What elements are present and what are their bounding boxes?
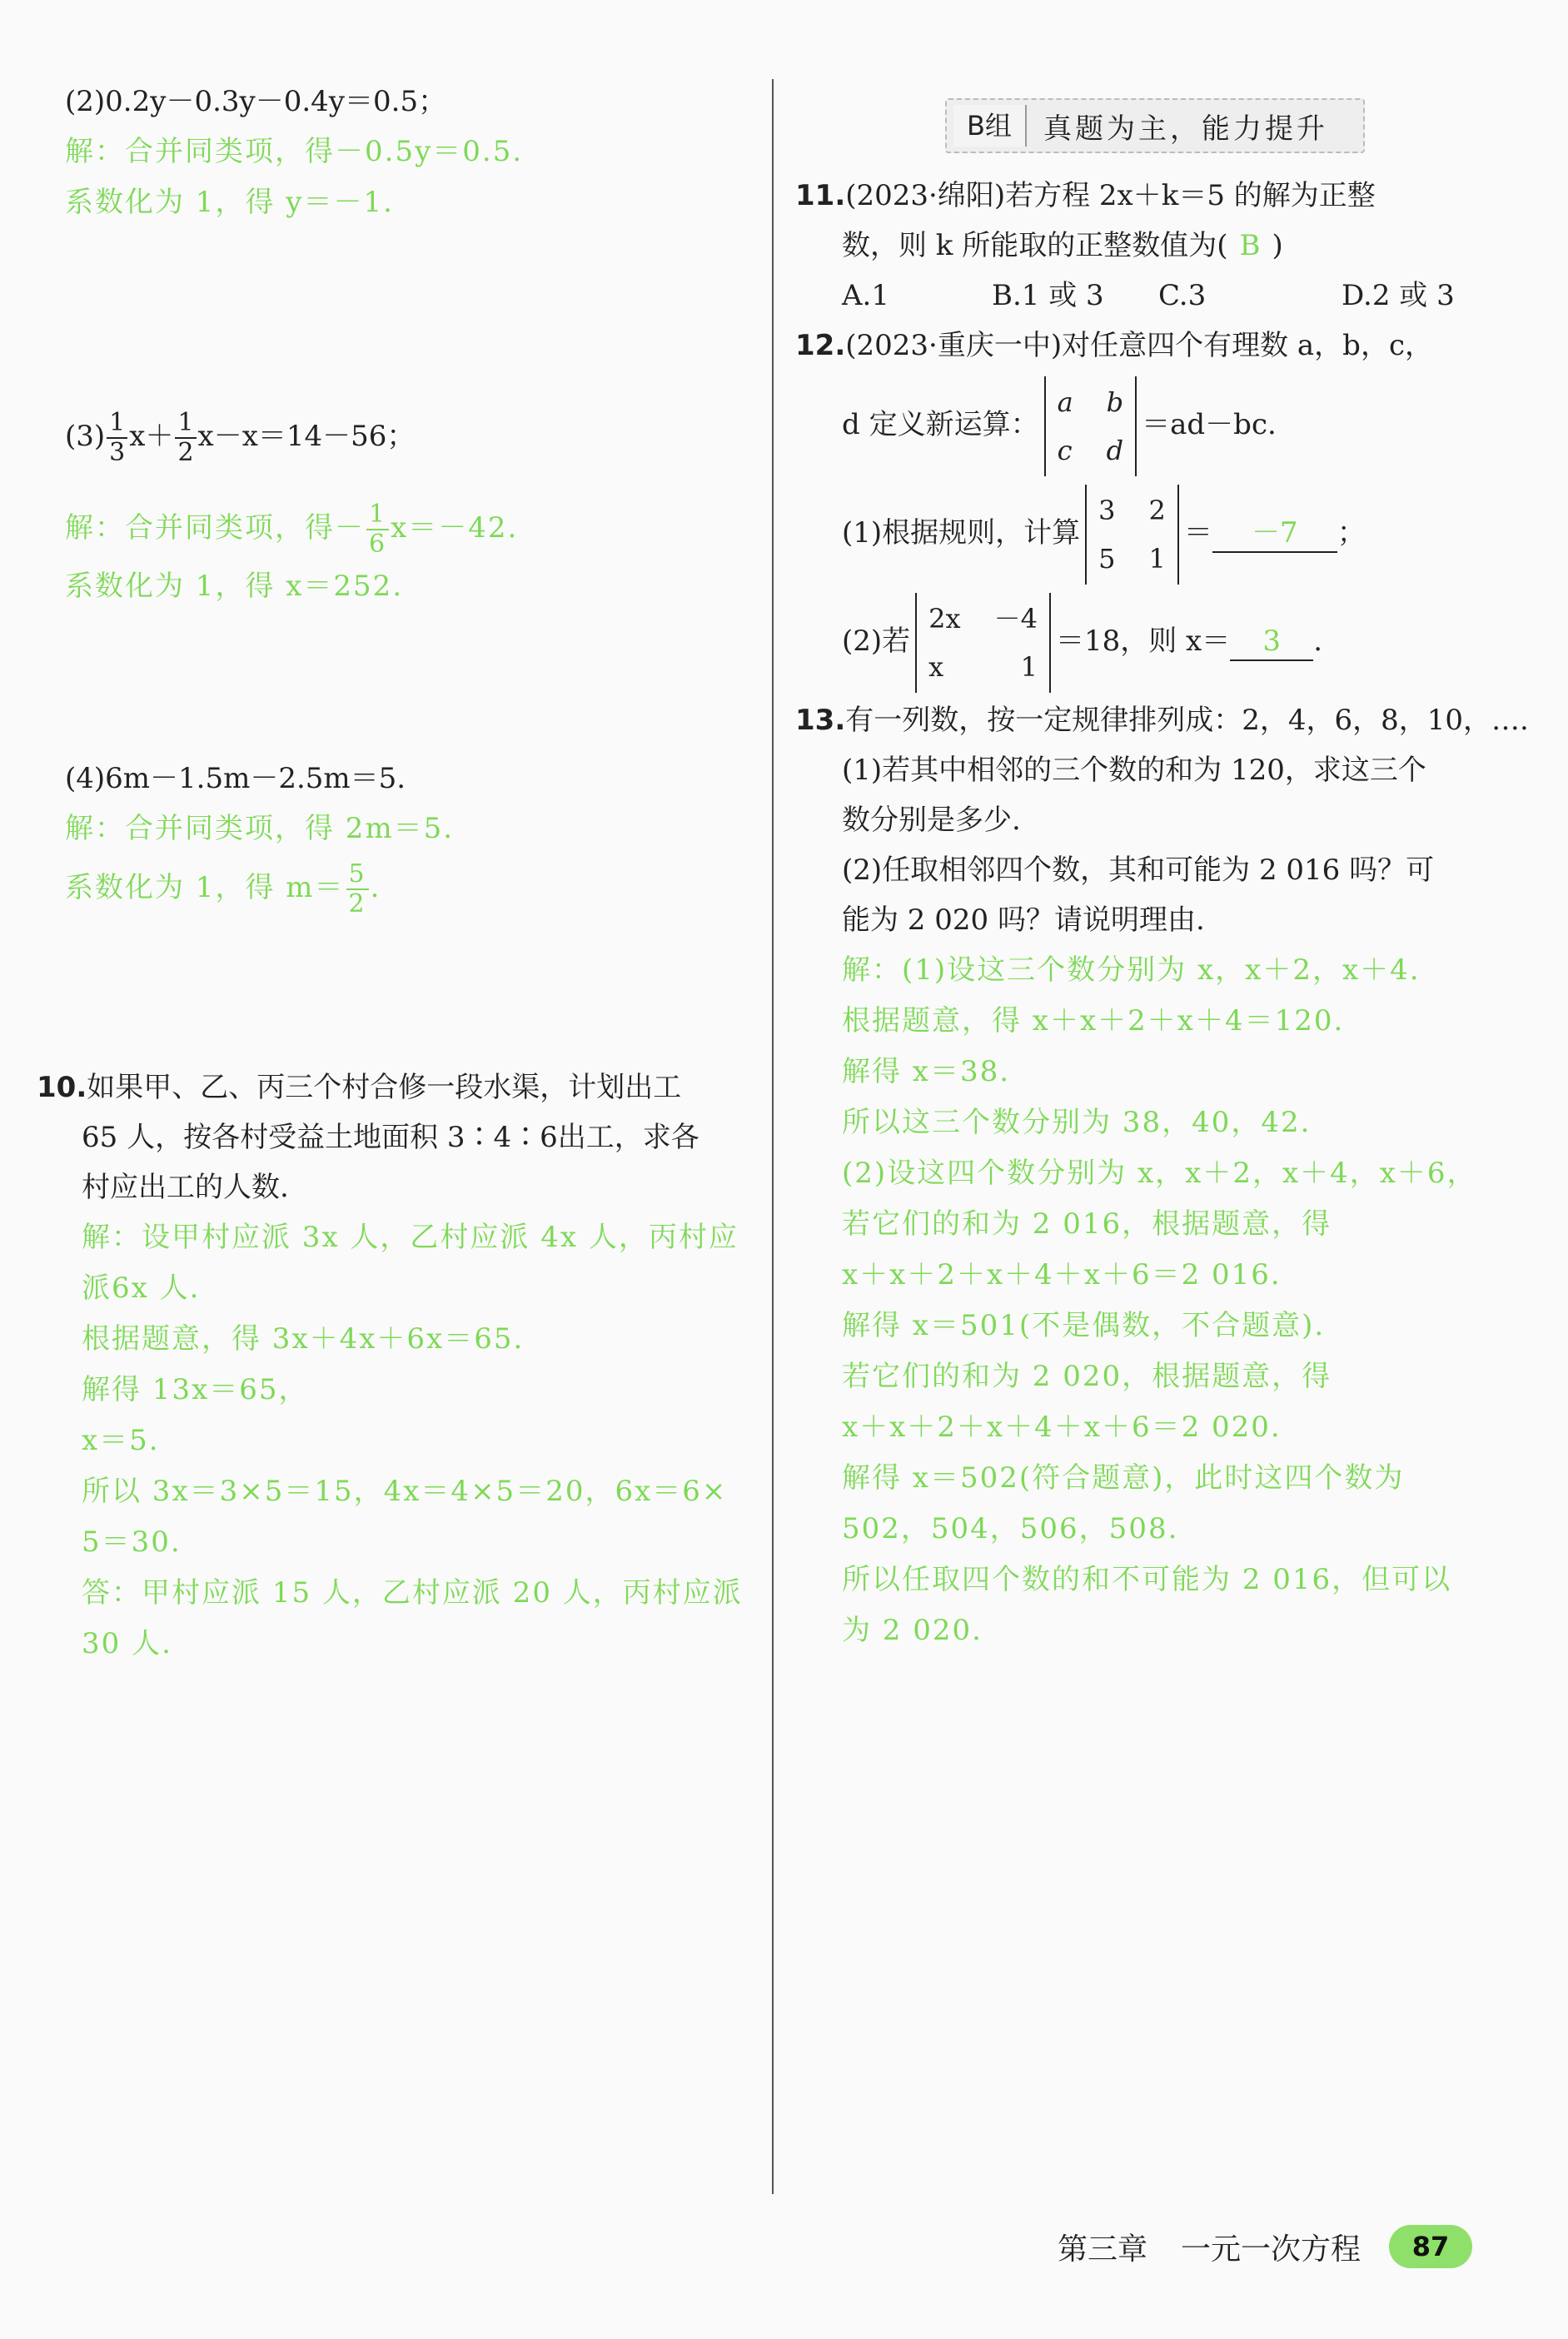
fraction-denominator: 2 <box>348 889 366 918</box>
question-number: 11. <box>795 179 846 212</box>
question-text: ＝18，则 x＝ <box>1055 625 1231 658</box>
fraction <box>366 500 389 559</box>
answer-line: 所以任取四个数的和不可能为 2 016，但可以 <box>842 1563 1452 1596</box>
det-cell: 2 <box>1148 495 1166 526</box>
fraction <box>175 409 196 467</box>
problem-3-tail: x－x＝14－56； <box>197 420 416 453</box>
question-10-answers <box>37 1212 756 1670</box>
problem-3 <box>65 403 756 612</box>
option-a: A.1 <box>842 279 889 312</box>
det-cell: 2x <box>928 603 961 635</box>
problem-2 <box>65 77 756 228</box>
question-13-body <box>795 745 1528 1656</box>
problem-2-question: (2)0.2y－0.3y－0.4y＝0.5； <box>65 85 447 118</box>
answer-prefix: 系数化为 1，得 m＝ <box>65 871 345 904</box>
answer-line: 根据题意，得 3x＋4x＋6x＝65. <box>82 1322 525 1356</box>
question-10 <box>37 1063 756 1670</box>
answer-tail: . <box>370 871 381 904</box>
question-11-line-2 <box>795 221 1528 271</box>
det-cell: d <box>1106 435 1124 466</box>
answer-blank: －7 <box>1212 515 1337 553</box>
left-column <box>37 77 756 1670</box>
problem-4-answer-2 <box>65 854 756 921</box>
answer-line: 为 2 020. <box>842 1614 983 1647</box>
problem-4-question: (4)6m－1.5m－2.5m＝5. <box>65 762 406 795</box>
fraction-numerator: 1 <box>175 409 196 439</box>
fraction <box>346 860 369 918</box>
answer-line: x＋x＋2＋x＋4＋x＋6＝2 020. <box>842 1411 1282 1444</box>
answer-line: (2)设这四个数分别为 x，x＋2，x＋4，x＋6， <box>842 1157 1477 1190</box>
question-text: 有一列数，按一定规律排列成：2，4，6，8，10，…. <box>845 704 1529 737</box>
problem-3-answer-2: 系数化为 1，得 x＝252. <box>65 570 404 603</box>
page-footer <box>1058 2225 1472 2268</box>
question-text: 能为 2 020 吗？请说明理由. <box>842 903 1205 937</box>
answer-line: 解得 13x＝65， <box>82 1373 309 1406</box>
fraction-numerator: 1 <box>107 409 127 439</box>
answer-line: 所以 3x＝3×5＝15，4x＝4×5＝20，6x＝6× <box>82 1475 728 1508</box>
fraction-numerator: 5 <box>346 860 369 890</box>
question-number: 10. <box>37 1071 87 1104</box>
answer-line: 5＝30. <box>82 1525 182 1559</box>
fraction-denominator: 6 <box>369 530 387 559</box>
option-b: B.1 或 3 <box>992 279 1104 312</box>
problem-3-prefix: (3) <box>65 420 106 453</box>
det-cell: 1 <box>1020 651 1038 683</box>
answer-line: 解：(1)设这三个数分别为 x，x＋2，x＋4. <box>842 953 1421 987</box>
answer-line: 派6x 人. <box>82 1272 201 1305</box>
answer-line: 答：甲村应派 15 人，乙村应派 20 人，丙村应派 <box>82 1576 743 1610</box>
question-12 <box>795 321 1528 695</box>
problem-3-question <box>65 403 756 470</box>
answer-line: 解得 x＝502(符合题意)，此时这四个数为 <box>842 1461 1405 1495</box>
question-12-definition <box>795 371 1528 479</box>
det-cell: －4 <box>993 603 1038 635</box>
question-text: ＝ <box>1183 516 1212 550</box>
question-number: 13. <box>795 704 846 737</box>
det-cell: 3 <box>1098 495 1116 526</box>
question-text: (2)若 <box>842 625 911 658</box>
answer-line: 30 人. <box>82 1627 172 1660</box>
question-text: ＝ad－bc. <box>1142 408 1277 441</box>
question-text: 数分别是多少. <box>842 804 1021 837</box>
answer-line: 解得 x＝38. <box>842 1055 1011 1088</box>
question-11-options <box>795 271 1528 321</box>
question-10-line-3: 村应出工的人数. <box>82 1171 289 1204</box>
det-cell: b <box>1106 386 1124 418</box>
question-number: 12. <box>795 329 846 362</box>
question-text: (2)任取相邻四个数，其和可能为 2 016 吗？可 <box>842 853 1435 887</box>
det-cell: a <box>1057 386 1073 418</box>
chapter-label: 第三章 <box>1058 2232 1148 2267</box>
problem-4 <box>65 754 756 921</box>
right-column <box>795 171 1528 1656</box>
question-text: (1)若其中相邻的三个数的和为 120，求这三个 <box>842 754 1426 787</box>
answer-line: x＋x＋2＋x＋4＋x＋6＝2 016. <box>842 1258 1282 1291</box>
answer-prefix: 解：合并同类项，得－ <box>65 511 365 545</box>
option-d: D.2 或 3 <box>1342 279 1455 312</box>
answer-line: 若它们的和为 2 020，根据题意，得 <box>842 1360 1332 1393</box>
chapter-title: 一元一次方程 <box>1181 2232 1361 2267</box>
question-text: 数，则 k 所能取的正整数值为( <box>842 229 1228 262</box>
option-c: C.3 <box>1158 279 1207 312</box>
fraction <box>107 409 127 467</box>
determinant <box>1044 376 1137 476</box>
problem-4-answer-1: 解：合并同类项，得 2m＝5. <box>65 812 455 845</box>
question-text: (2023·重庆一中)对任意四个有理数 a，b，c， <box>845 329 1433 362</box>
fraction-denominator: 2 <box>177 438 194 467</box>
problem-3-mid: x＋ <box>129 420 174 453</box>
det-cell: 1 <box>1148 543 1166 575</box>
answer-line: 所以这三个数分别为 38，40，42. <box>842 1106 1312 1139</box>
question-text: (1)根据规则，计算 <box>842 516 1081 550</box>
problem-2-answer-2: 系数化为 1，得 y＝－1. <box>65 186 394 219</box>
question-13-line-1 <box>795 695 1528 745</box>
question-text: . <box>1313 625 1323 658</box>
determinant <box>1085 485 1179 585</box>
det-cell: c <box>1057 435 1073 466</box>
question-12-part-1 <box>795 479 1528 587</box>
question-11-line-1 <box>795 171 1528 221</box>
question-13 <box>795 695 1528 1656</box>
answer-line: 解得 x＝501(不是偶数，不合题意). <box>842 1309 1326 1342</box>
column-divider <box>772 79 774 2194</box>
fraction-numerator: 1 <box>366 500 389 530</box>
question-12-part-2 <box>795 587 1528 695</box>
det-cell: 5 <box>1098 543 1116 575</box>
group-header <box>945 98 1365 153</box>
answer-line: 解：设甲村应派 3x 人，乙村应派 4x 人，丙村应 <box>82 1221 739 1254</box>
group-tag: B组 <box>953 105 1027 147</box>
question-text: (2023·绵阳)若方程 2x＋k＝5 的解为正整 <box>845 179 1376 212</box>
answer-choice: B <box>1239 229 1261 262</box>
problem-3-answer-1 <box>65 495 756 561</box>
question-text: ) <box>1272 229 1283 262</box>
fraction-denominator: 3 <box>109 438 126 467</box>
answer-line: 根据题意，得 x＋x＋2＋x＋4＝120. <box>842 1004 1345 1038</box>
question-text: d 定义新运算： <box>842 408 1039 441</box>
answer-line: 若它们的和为 2 016，根据题意，得 <box>842 1207 1332 1241</box>
question-11 <box>795 171 1528 321</box>
problem-2-answer-1: 解：合并同类项，得－0.5y＝0.5. <box>65 135 524 168</box>
group-title: 真题为主，能力提升 <box>1043 112 1328 146</box>
question-text: ； <box>1337 516 1366 550</box>
question-10-line-1 <box>37 1063 756 1112</box>
answer-line: 502，504，506，508. <box>842 1512 1179 1545</box>
answer-tail: x＝－42. <box>391 511 519 545</box>
det-cell: x <box>928 651 944 683</box>
answer-blank: 3 <box>1230 623 1313 661</box>
page-number: 87 <box>1389 2225 1472 2268</box>
question-12-line-1 <box>795 321 1528 371</box>
answer-line: x＝5. <box>82 1424 160 1457</box>
question-10-line-2: 65 人，按各村受益土地面积 3∶4∶6出工，求各 <box>82 1121 699 1154</box>
question-text: 如果甲、乙、丙三个村合修一段水渠，计划出工 <box>87 1071 682 1104</box>
determinant <box>915 593 1051 693</box>
